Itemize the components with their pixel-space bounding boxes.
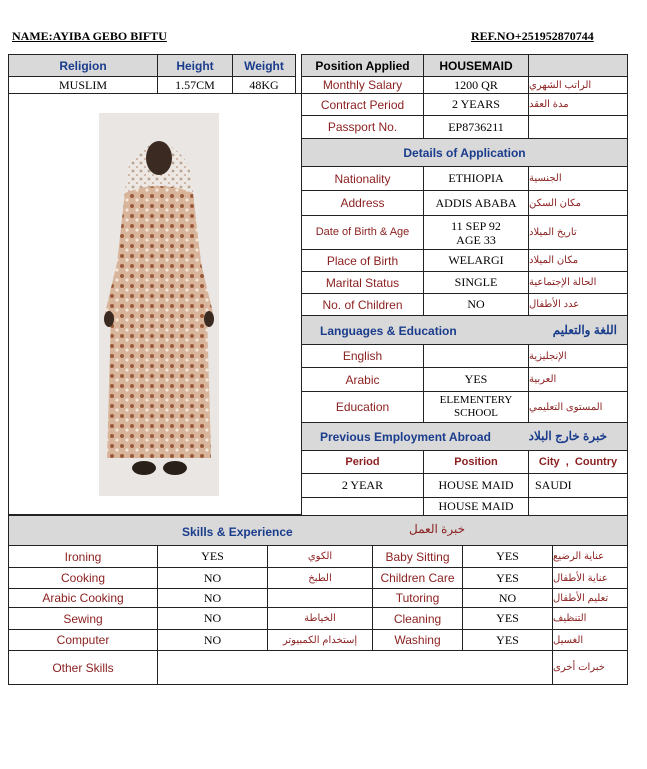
languages-education-title: Languages & Education — [320, 324, 457, 338]
previous-employment-arabic: خبرة خارج البلاد — [528, 429, 607, 443]
skill-children-care-arabic: عناية الأطفال — [552, 567, 628, 589]
education-label: Education — [301, 391, 424, 423]
marital-status-arabic: الحالة الإجتماعية — [528, 271, 628, 294]
skill-sewing-label: Sewing — [8, 607, 158, 630]
contract-period-arabic: مدة العقد — [528, 93, 628, 116]
weight-value: 48KG — [232, 76, 296, 94]
skill-cooking-arabic: الطبخ — [267, 567, 373, 589]
monthly-salary-value: 1200 QR — [423, 76, 529, 94]
other-skills-arabic: خبرات أخرى — [552, 650, 628, 685]
previous-employment-header — [301, 422, 628, 451]
nationality-label: Nationality — [301, 166, 424, 191]
skill-baby-sitting-label: Baby Sitting — [372, 545, 463, 568]
skill-tutoring-arabic: تعليم الأطفال — [552, 588, 628, 608]
weight-header: Weight — [232, 54, 296, 77]
education-arabic: المستوى التعليمي — [528, 391, 628, 423]
place-of-birth-label: Place of Birth — [301, 249, 424, 272]
applicant-photo — [99, 113, 219, 496]
education-cell — [423, 391, 529, 423]
city-country-header: City , Country — [528, 450, 628, 474]
languages-education-header — [301, 315, 628, 345]
date-of-birth-arabic: تاريخ الميلاد — [528, 215, 628, 250]
english-value — [423, 344, 529, 368]
height-header: Height — [157, 54, 233, 77]
prev-period-1: 2 YEAR — [301, 473, 424, 498]
address-arabic: مكان السكن — [528, 190, 628, 216]
monthly-salary-arabic: الراتب الشهري — [528, 76, 628, 94]
position-applied-header: Position Applied — [301, 54, 424, 77]
height-value: 1.57CM — [157, 76, 233, 94]
skill-tutoring-label: Tutoring — [372, 588, 463, 608]
prev-position-2: HOUSE MAID — [423, 497, 529, 516]
skill-cleaning-label: Cleaning — [372, 607, 463, 630]
skill-cooking-value: NO — [157, 567, 268, 589]
nationality-arabic: الجنسية — [528, 166, 628, 191]
skill-arabic-cooking-label: Arabic Cooking — [8, 588, 158, 608]
children-value: NO — [423, 293, 529, 316]
children-arabic: عدد الأطفال — [528, 293, 628, 316]
details-of-application-header: Details of Application — [301, 138, 628, 167]
contract-period-label: Contract Period — [301, 93, 424, 116]
previous-employment-title: Previous Employment Abroad — [320, 430, 491, 444]
skills-experience-title: Skills & Experience — [182, 525, 293, 539]
skill-washing-label: Washing — [372, 629, 463, 651]
other-skills-label: Other Skills — [8, 650, 158, 685]
place-of-birth-value: WELARGI — [423, 249, 529, 272]
prev-position-1: HOUSE MAID — [423, 473, 529, 498]
religion-header: Religion — [8, 54, 158, 77]
date-of-birth-label: Date of Birth & Age — [301, 215, 424, 250]
arabic-label: Arabic — [301, 367, 424, 392]
monthly-salary-label: Monthly Salary — [301, 76, 424, 94]
skill-ironing-arabic: الكوي — [267, 545, 373, 568]
arabic-value: YES — [423, 367, 529, 392]
skill-washing-arabic: الغسيل — [552, 629, 628, 651]
skill-cooking-label: Cooking — [8, 567, 158, 589]
skill-children-care-label: Children Care — [372, 567, 463, 589]
prev-country-1: SAUDI — [528, 473, 628, 498]
position-value: HOUSEMAID — [423, 54, 529, 77]
education-value-line2: SCHOOL — [453, 407, 498, 419]
place-of-birth-arabic: مكان الميلاد — [528, 249, 628, 272]
skill-sewing-arabic: الخياطة — [267, 607, 373, 630]
skill-arabic-cooking-arabic — [267, 588, 373, 608]
nationality-value: ETHIOPIA — [423, 166, 529, 191]
skill-tutoring-value: NO — [462, 588, 553, 608]
header-blank-cell — [528, 54, 628, 77]
skill-baby-sitting-arabic: عناية الرضيع — [552, 545, 628, 568]
prev-period-2 — [301, 497, 424, 516]
arabic-arabic: العربية — [528, 367, 628, 392]
skill-computer-label: Computer — [8, 629, 158, 651]
english-label: English — [301, 344, 424, 368]
address-label: Address — [301, 190, 424, 216]
skill-ironing-value: YES — [157, 545, 268, 568]
skills-experience-arabic: خبرة العمل — [409, 522, 466, 536]
skill-computer-value: NO — [157, 629, 268, 651]
age-value: AGE 33 — [456, 232, 496, 247]
languages-education-arabic: اللغة والتعليم — [552, 323, 617, 337]
passport-label: Passport No. — [301, 115, 424, 139]
marital-status-value: SINGLE — [423, 271, 529, 294]
education-value-line1: ELEMENTERY — [439, 394, 513, 406]
reference-number: REF.NO+251952870744 — [471, 29, 594, 43]
marital-status-label: Marital Status — [301, 271, 424, 294]
date-of-birth-value: 11 SEP 92 — [451, 218, 501, 233]
address-value: ADDIS ABABA — [423, 190, 529, 216]
english-arabic: الإنجليزية — [528, 344, 628, 368]
skill-washing-value: YES — [462, 629, 553, 651]
contract-period-value: 2 YEARS — [423, 93, 529, 116]
skill-children-care-value: YES — [462, 567, 553, 589]
skill-cleaning-value: YES — [462, 607, 553, 630]
skill-sewing-value: NO — [157, 607, 268, 630]
date-of-birth-cell — [423, 215, 529, 250]
period-header: Period — [301, 450, 424, 474]
position-header: Position — [423, 450, 529, 474]
passport-value: EP8736211 — [423, 115, 529, 139]
other-skills-value — [157, 650, 553, 685]
skills-experience-header — [8, 515, 628, 546]
children-label: No. of Children — [301, 293, 424, 316]
skill-computer-arabic: إستخدام الكمبيوتر — [267, 629, 373, 651]
applicant-name: NAME:AYIBA GEBO BIFTU — [12, 29, 167, 43]
skill-ironing-label: Ironing — [8, 545, 158, 568]
religion-value: MUSLIM — [8, 76, 158, 94]
skill-cleaning-arabic: التنظيف — [552, 607, 628, 630]
skill-arabic-cooking-value: NO — [157, 588, 268, 608]
passport-blank — [528, 115, 628, 139]
skill-baby-sitting-value: YES — [462, 545, 553, 568]
prev-country-2 — [528, 497, 628, 516]
